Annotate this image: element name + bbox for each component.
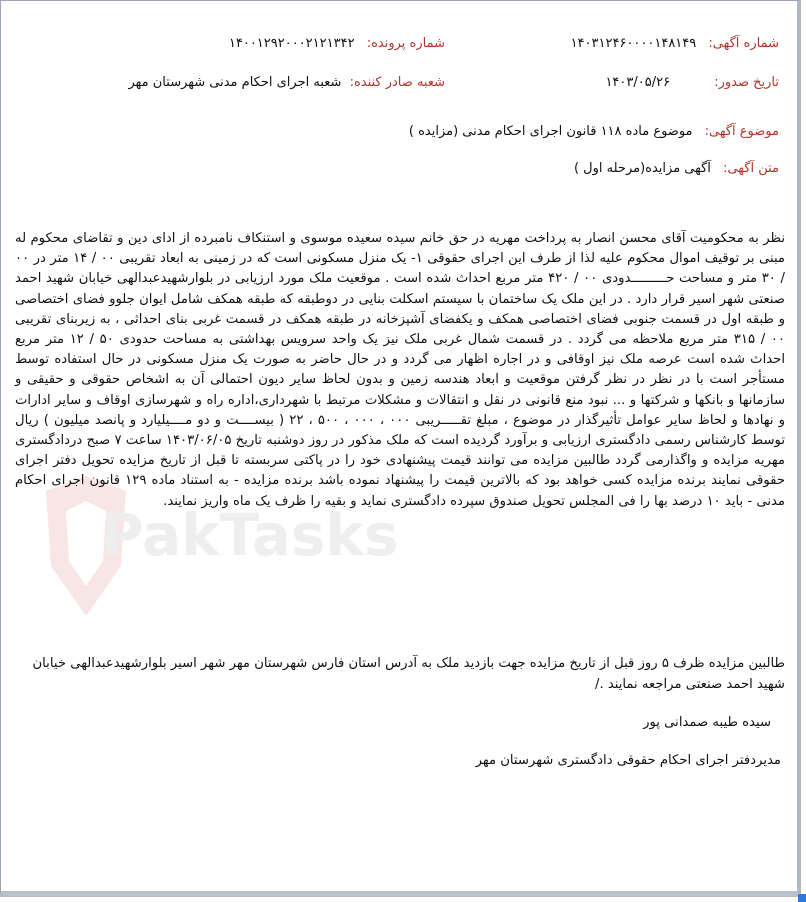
text-label: متن آگهی: (723, 161, 779, 176)
file-number-row (229, 36, 445, 51)
ad-number-value: ۱۴۰۳۱۲۴۶۰۰۰۰۱۴۸۱۴۹ (570, 36, 697, 51)
text-title-row (574, 161, 779, 176)
issuer-value: شعبه اجرای احکام مدنی شهرستان مهر (128, 75, 342, 90)
issuer-row (129, 75, 446, 90)
issue-date-label: تاریخ صدور: (714, 75, 779, 90)
file-number-value: ۱۴۰۰۱۲۹۲۰۰۰۲۱۲۱۳۴۲ (228, 36, 355, 51)
body-paragraph-1: نظر به محکومیت آقای محسن انصار به پرداخت مهریه در حق خانم سیده سعیده موسوی و استنکاف نامبرده از ادای دین و تقاضای محکوم له مبنی بر توقیف اموال محکوم علیه لذا از طرف این اجرای حقوقی ۱- یک منزل مسکونی است که در زمینی به ابعاد تقریبی ۰۰ / ۱۴ متر در ۰۰ / ۳۰ متر و مساحت حـــــــــدودی ۰۰ / ۴۲۰ متر مربع احداث شده است . موقعیت ملک مورد ارزیابی در بلوارشهیدعبدالهی خیابان شهید احمد صنعتی شهر اسیر قرار دارد . در این ملک یک ساختمان با سیستم اسکلت بنایی در دوطبقه که طبقه همکف شامل ایوان جلوو فضای اختصاصی و طبقه اول در قسمت جنوبی فضای اختصاصی همکف و یکفضای آشپزخانه در طبقه همکف در قسمت غربی بنای احداثی ، به زیربنای تقریبی ۰۰ / ۳۱۵ متر مربع ملاحظه می گردد . در قسمت شمال غربی ملک نیز یک واحد سرویس بهداشتی به مساحت حدودی ۵۰ / ۱۲ متر مربع احداث شده است عرصه ملک نیز اوقافی و در اجاره اظهار می گردد و در حال حاضر به صورت یک منزل مسکونی در حال استفاده توسط مستأجر است با در نظر در نظر گرفتن موقعیت و ابعاد هندسه زمین و بدون لحاظ سایر دیون احتمالی آن به اشخاص حقوقی و حقیقی و سازمانها و بانکها و شرکتها و ... نبود منع قانونی در نقل و انتقالات و مشکلات مرتبط با شهرداری،اداره راه و شهرسازی اوقاف و سایر ادارات و نهادها و لحاظ سایر عوامل تأثیرگذار در موضوع ، مبلغ تقـــــریبی ۰۰۰ ، ۰۰۰ ، ۵۰۰ ، ۲۲ ( بیســــت و دو مــــیلیارد و پانصد میلیون ) ریال توسط کارشناس رسمی دادگستری ارزیابی و برآورد گردیده است که ملک مذکور در روز دوشنبه تاریخ ۱۴۰۳/۰۶/۰۵ ساعت ۷ صبح دردادگستری مهریه مزایده و واگذارمی گردد طالبین مزایده می توانند قیمت پیشنهادی خود را در پاکتی سربسته تا قبل از تاریخ مزایده تحویل دفتر اجرای حقوقی نمایند برنده مزایده کسی خواهد بود که بالاترین قیمت را پیشنهاد نموده باشد برنده مزایده - به استناد ماده ۱۲۹ قانون اجرای احکام مدنی - باید ۱۰ درصد بها را فی المجلس تحویل صندوق سپرده دادگستری نماید و بقیه را ظرف یک ماه واریز نمایند. (15, 231, 786, 509)
watermark-text: PakTasks (101, 501, 399, 569)
body-paragraph-2: طالبین مزایده ظرف ۵ روز قبل از تاریخ مزایده جهت بازدید ملک به آدرس استان فارس شهرستان مهر شهر اسیر بلوارشهیدعبدالهی خیابان شهید احمد صنعتی مراجعه نمایند ./ (32, 656, 785, 692)
signer-title: مدیردفتر اجرای احکام حقوقی دادگستری شهرستان مهر (475, 753, 781, 768)
ad-number-row (571, 36, 779, 51)
subject-value: موضوع ماده ۱۱۸ قانون اجرای احکام مدنی (مزایده ) (408, 124, 693, 139)
issue-date-value: ۱۴۰۳/۰۵/۲۶ (605, 75, 671, 90)
issue-date-row (605, 75, 779, 90)
file-number-label: شماره پرونده: (366, 36, 445, 51)
issuer-label: شعبه صادر کننده: (349, 75, 445, 90)
signer-name: سیده طیبه صمدانی پور (643, 715, 771, 730)
window-corner (798, 894, 806, 902)
ad-number-label: شماره آگهی: (708, 36, 779, 51)
subject-label: موضوع آگهی: (704, 124, 779, 139)
text-title-value: آگهی مزایده(مرحله اول ) (573, 161, 711, 176)
notice-body (15, 229, 785, 512)
subject-row (409, 124, 779, 139)
